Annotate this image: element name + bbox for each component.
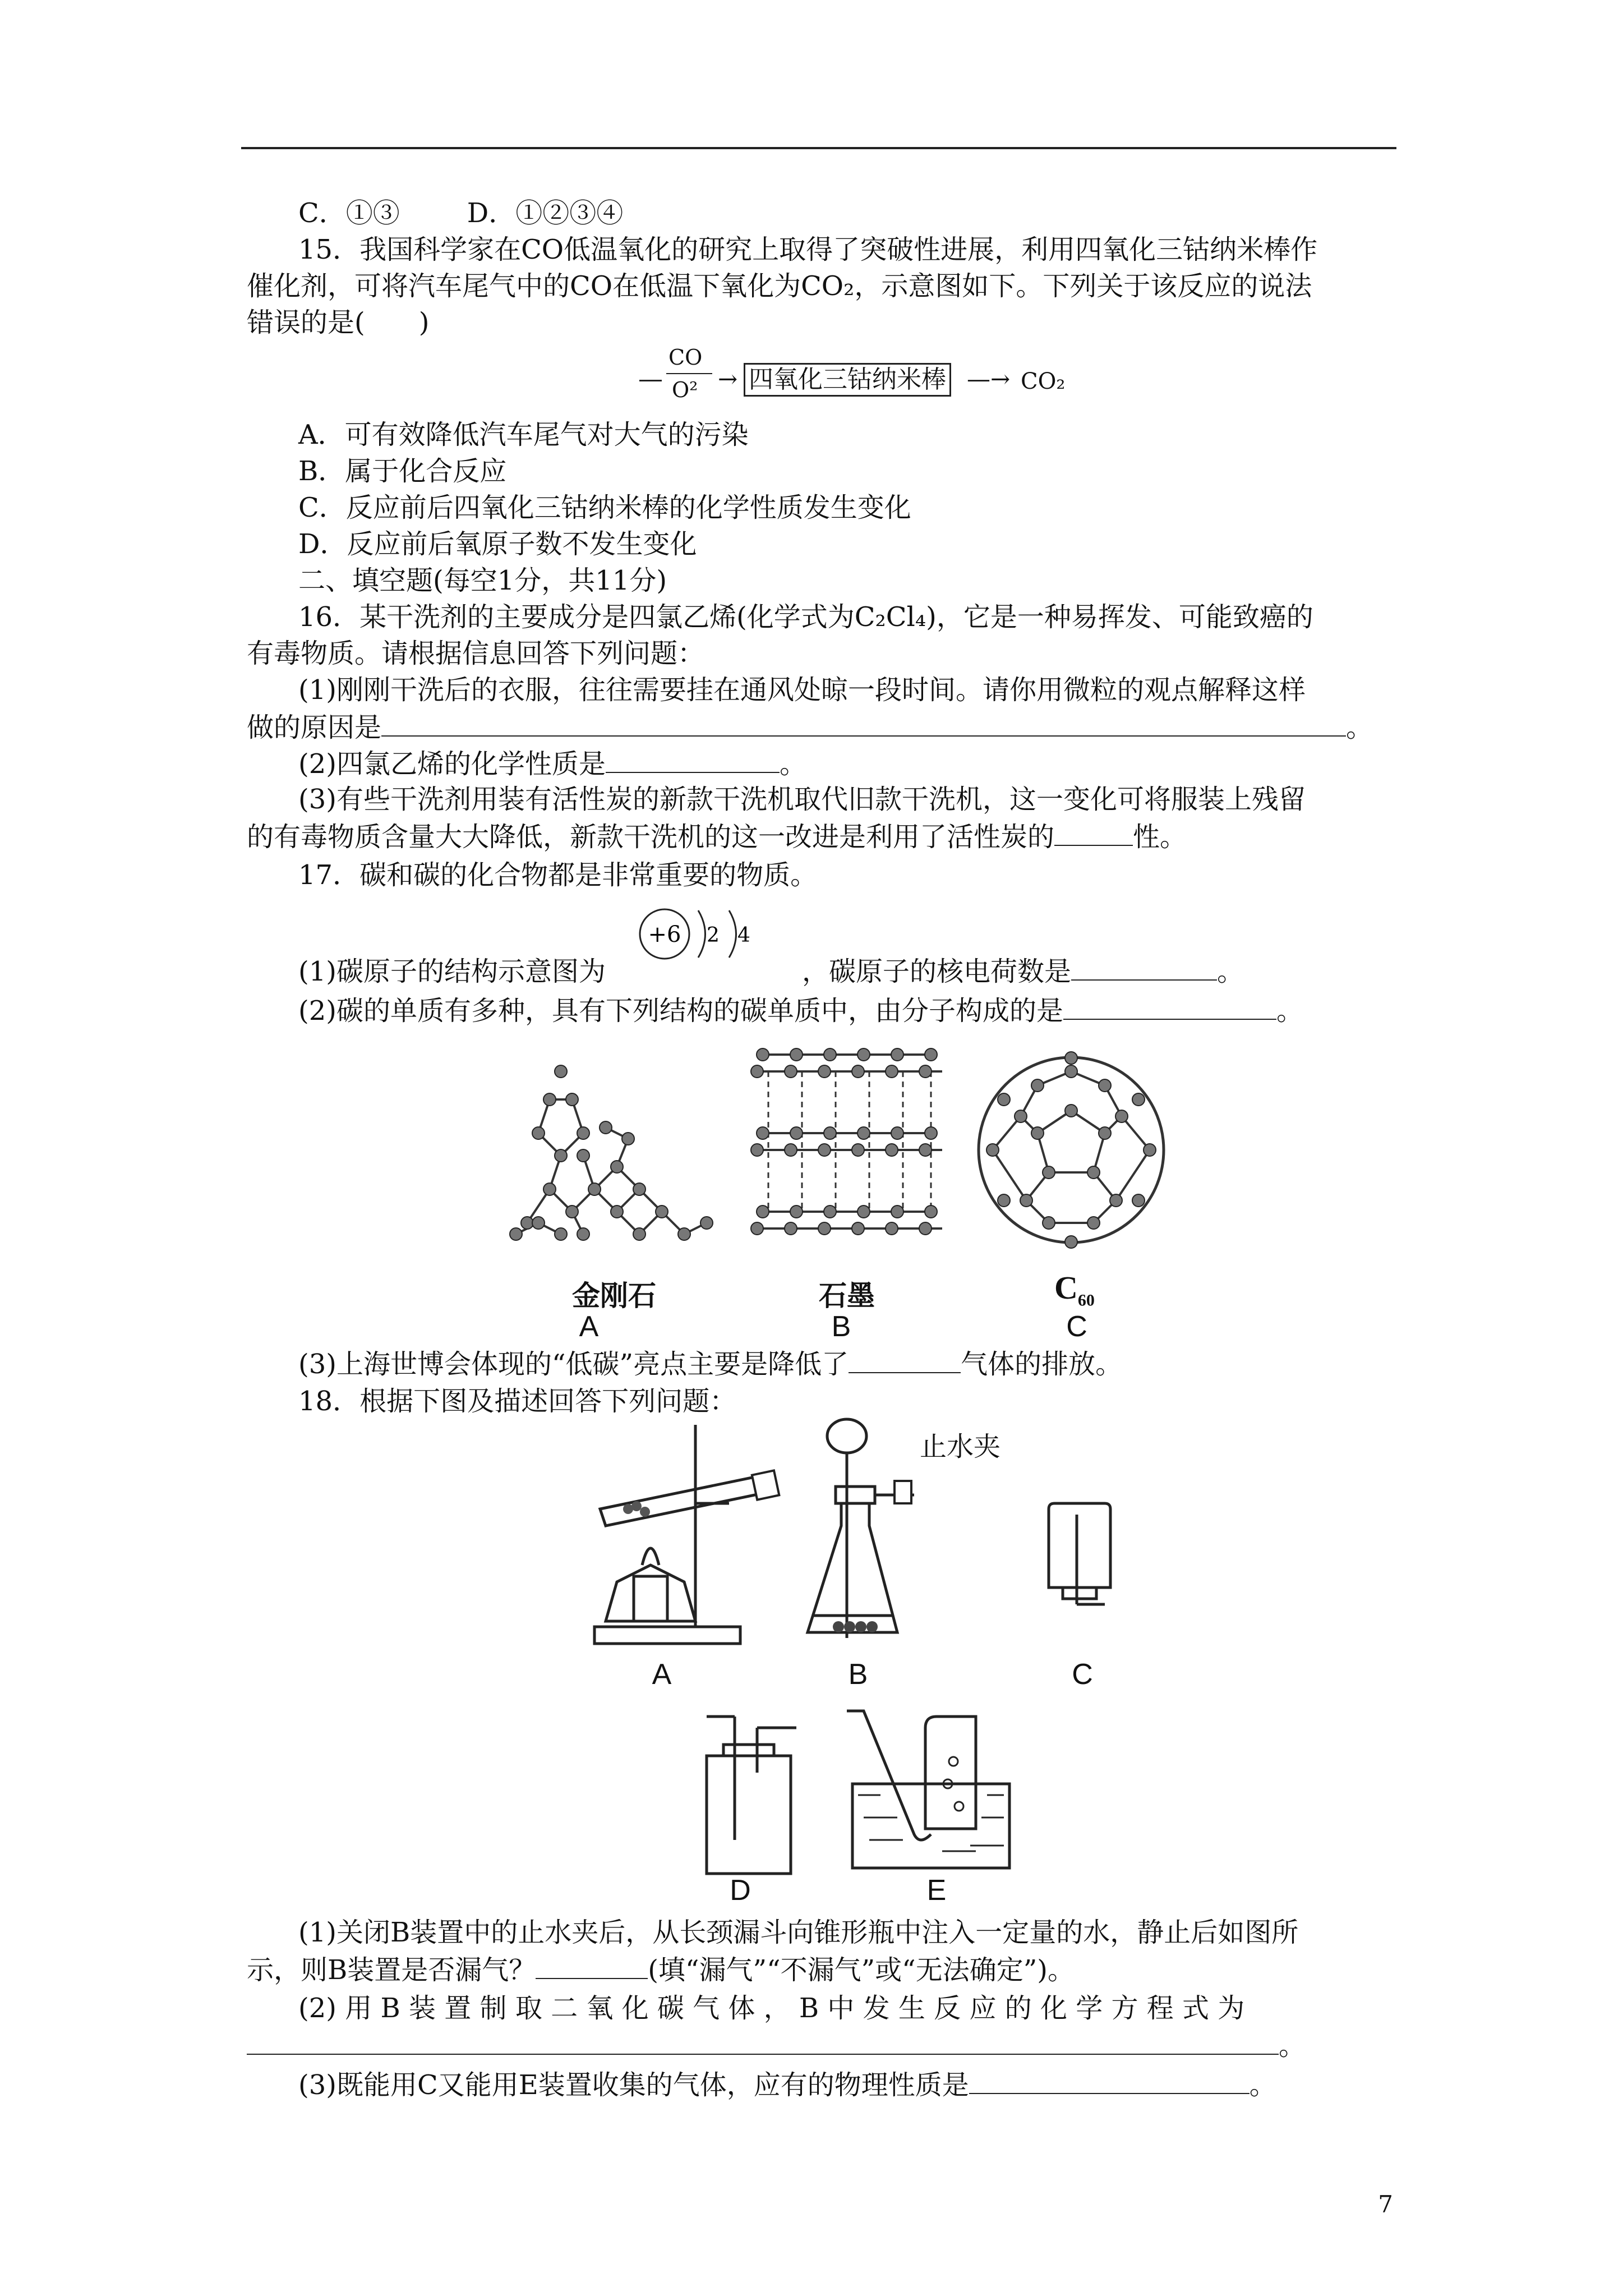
answer-blank[interactable] bbox=[606, 746, 780, 773]
c60-name: $C_{60}$ bbox=[1054, 1269, 1095, 1310]
apparatus-e-letter: E bbox=[926, 1874, 947, 1907]
q15-option-c: C．反应前后四氧化三钴纳米棒的化学性质发生变化 bbox=[298, 492, 911, 523]
page-number: 7 bbox=[1378, 2191, 1393, 2218]
q14-options: C．①③ D．①②③④ bbox=[298, 197, 624, 229]
diamond-structure bbox=[505, 1055, 729, 1268]
q18-p2-line2: 。 bbox=[247, 2028, 1306, 2063]
apparatus-e bbox=[841, 1705, 1026, 1874]
answer-blank[interactable] bbox=[849, 1346, 961, 1373]
structure-c-letter: C bbox=[1066, 1310, 1087, 1343]
section-heading: 二、填空题(每空1分，共11分) bbox=[298, 565, 667, 596]
apparatus-a-letter: A bbox=[652, 1658, 672, 1691]
q15-line2: 催化剂，可将汽车尾气中的CO在低温下氧化为CO₂，示意图如下。下列关于该反应的说法 bbox=[247, 270, 1312, 302]
structure-a-letter: A bbox=[579, 1310, 599, 1343]
structure-b-letter: B bbox=[831, 1310, 851, 1343]
q15-option-b: B．属于化合反应 bbox=[298, 455, 507, 487]
q16-p1-line1: (1)刚刚干洗后的衣服，往往需要挂在通风处晾一段时间。请你用微粒的观点解释这样 bbox=[298, 674, 1306, 706]
catalyst-box: 四氧化三钴纳米棒 bbox=[744, 363, 951, 397]
q15-option-d: D．反应前后氧原子数不发生变化 bbox=[298, 528, 697, 560]
q18-p3: (3)既能用C又能用E装置收集的气体，应有的物理性质是 。 bbox=[298, 2067, 1276, 2102]
answer-blank[interactable] bbox=[969, 2067, 1249, 2094]
q16-line1: 16．某干洗剂的主要成分是四氯乙烯(化学式为C₂Cl₄)，它是一种易挥发、可能致癌的 bbox=[298, 601, 1313, 633]
q16-p2: (2)四氯乙烯的化学性质是 。 bbox=[298, 746, 806, 781]
reaction-scheme bbox=[639, 345, 1088, 418]
apparatus-d-letter: D bbox=[730, 1874, 751, 1907]
clamp-label: 止水夹 bbox=[920, 1431, 1001, 1462]
q17-p2: (2)碳的单质有多种，具有下列结构的碳单质中，由分子构成的是 。 bbox=[298, 993, 1303, 1028]
q17-p3: (3)上海世博会体现的“低碳”亮点主要是降低了 气体的排放。 bbox=[298, 1346, 1122, 1381]
q15-line3: 错误的是( ) bbox=[247, 307, 430, 338]
q17-p1: (1)碳原子的结构示意图为 ，碳原子的核电荷数是 。 bbox=[298, 954, 1244, 988]
q18-line1: 18．根据下图及描述回答下列问题： bbox=[298, 1386, 737, 1417]
apparatus-c-letter: C bbox=[1072, 1658, 1093, 1691]
q16-p1-line2: 做的原因是 。 bbox=[247, 710, 1373, 744]
graphite-name: 石墨 bbox=[819, 1279, 875, 1312]
apparatus-c bbox=[1038, 1498, 1127, 1610]
reactant-co: CO bbox=[668, 345, 703, 370]
nucleus-charge: +6 bbox=[648, 922, 681, 947]
shell-1-electrons: 2 bbox=[707, 924, 720, 947]
q16-p3-line1: (3)有些干洗剂用装有活性炭的新款干洗机取代旧款干洗机，这一变化可将服装上残留 bbox=[298, 784, 1306, 815]
q17-line1: 17．碳和碳的化合物都是非常重要的物质。 bbox=[298, 859, 818, 891]
c60-structure bbox=[970, 1038, 1172, 1262]
reactant-o2: O² bbox=[672, 378, 698, 402]
shell-2-electrons: 4 bbox=[737, 924, 750, 947]
answer-blank[interactable] bbox=[536, 1952, 648, 1979]
apparatus-a bbox=[583, 1419, 796, 1655]
apparatus-d bbox=[695, 1711, 808, 1879]
graphite-structure bbox=[735, 1038, 959, 1262]
arrow-icon: —→ bbox=[967, 365, 1011, 393]
answer-blank[interactable] bbox=[381, 710, 1346, 737]
answer-blank[interactable] bbox=[1054, 819, 1133, 846]
q15-option-a: A．可有效降低汽车尾气对大气的污染 bbox=[298, 419, 749, 450]
answer-blank[interactable] bbox=[247, 2028, 1279, 2055]
q16-line2: 有毒物质。请根据信息回答下列问题： bbox=[247, 638, 705, 669]
q18-p2-line1: (2) 用 B 装 置 制 取 二 氧 化 碳 气 体 ， B 中 发 生 反 应 的 化 学 方 程 式 为 bbox=[298, 1993, 1245, 2024]
q15-line1: 15．我国科学家在CO低温氧化的研究上取得了突破性进展，利用四氧化三钴纳米棒作 bbox=[298, 234, 1318, 265]
product-co2: CO₂ bbox=[1021, 369, 1066, 394]
diamond-name: 金刚石 bbox=[572, 1279, 656, 1312]
answer-blank[interactable] bbox=[1063, 993, 1276, 1020]
apparatus-b-letter: B bbox=[848, 1658, 868, 1691]
header-rule bbox=[241, 147, 1396, 149]
q18-p1-line1: (1)关闭B装置中的止水夹后，从长颈漏斗向锥形瓶中注入一定量的水，静止后如图所 bbox=[298, 1917, 1299, 1948]
arrow-icon: → bbox=[718, 365, 738, 393]
q16-p3-line2: 的有毒物质含量大大降低，新款干洗机的这一改进是利用了活性炭的 性。 bbox=[247, 819, 1187, 854]
q18-p1-line2: 示，则B装置是否漏气？ (填“漏气”“不漏气”或“无法确定”)。 bbox=[247, 1952, 1075, 1987]
answer-blank[interactable] bbox=[1071, 954, 1217, 981]
